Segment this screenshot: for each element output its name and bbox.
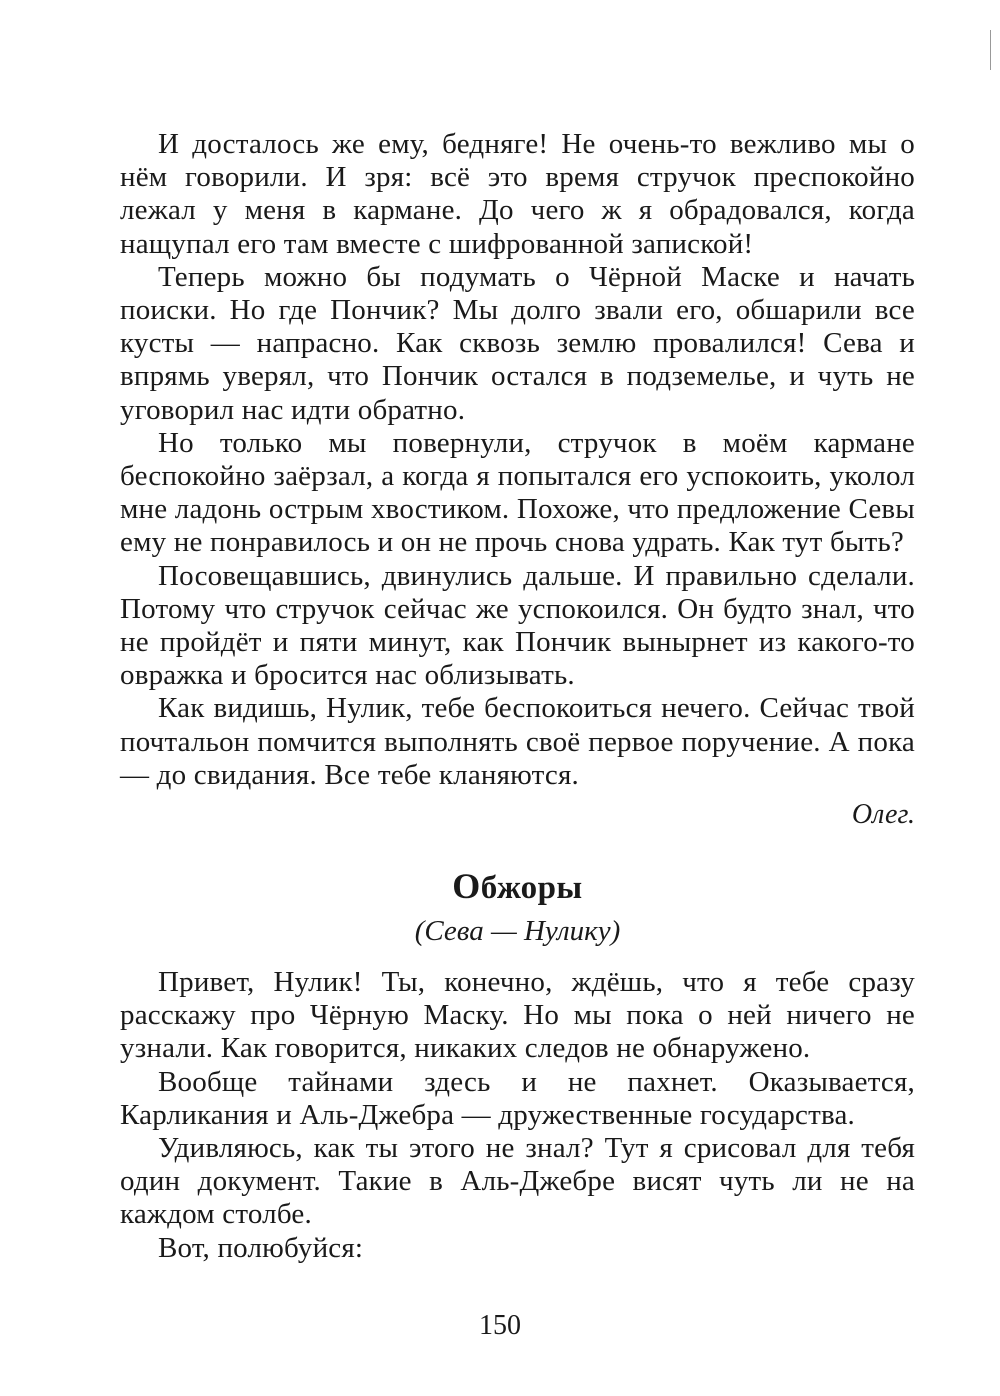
letter-section — [120, 128, 915, 832]
paragraph: Вообще тайнами здесь и не пахнет. Оказывается, Карликания и Аль-Джебра — дружественные государства. — [120, 1065, 915, 1131]
paragraph: Как видишь, Нулик, тебе беспокоиться нечего. Сейчас твой почтальон помчится выполнять своё первое поручение. А пока — до свидания. Все тебе кланяются. — [120, 692, 915, 791]
paragraph: Привет, Нулик! Ты, конечно, ждёшь, что я тебе сразу расскажу про Чёрную Маску. Но мы пока о ней ничего не узнали. Как говорится, никаких следов не обнаружено. — [120, 966, 915, 1065]
chapter-title — [120, 865, 915, 907]
book-page — [120, 128, 915, 1264]
paragraph: Вот, полюбуйся: — [158, 1231, 364, 1264]
signature: Олег. — [851, 799, 915, 831]
paragraph: Но только мы повернули, стручок в моём кармане беспокойно заёрзал, а когда я попытался его успокоить, уколол мне ладонь острым хвостиком. Похоже, что предложение Севы ему не понравилось и он не прочь снова удрать. Как тут быть? — [120, 426, 915, 559]
page-number: 150 — [479, 1310, 521, 1341]
chapter-body — [120, 966, 915, 1265]
chapter-subtitle: (Сева — Нулику) — [414, 915, 621, 947]
chapter-title-rest: бжоры — [480, 870, 583, 906]
page-edge-mark — [990, 30, 991, 70]
paragraph: Теперь можно бы подумать о Чёрной Маске и начать поиски. Но где Пончик? Мы долго звали его, обшарили все кусты — напрасно. Как сквозь землю провалился! Сева и впрямь уверял, что Пончик остался в подземелье, и чуть не уговорил нас идти обратно. — [120, 260, 915, 426]
chapter-title-initial: О — [452, 866, 481, 906]
paragraph: Удивляюсь, как ты этого не знал? Тут я срисовал для тебя один документ. Такие в Аль-Джебре висят чуть ли не на каждом столбе. — [120, 1132, 915, 1231]
paragraph: Посовещавшись, двинулись дальше. И правильно сделали. Потому что стручок сейчас же успокоился. Он будто знал, что не пройдёт и пяти минут, как Пончик вынырнет из какого-то овражка и бросится нас облизывать. — [120, 559, 915, 692]
paragraph: И досталось же ему, бедняге! Не очень-то вежливо мы о нём говорили. И зря: всё это время стручок преспокойно лежал у меня в кармане. До чего ж я обрадовался, когда нащупал его там вместе с шифрованной запиской! — [120, 128, 915, 260]
